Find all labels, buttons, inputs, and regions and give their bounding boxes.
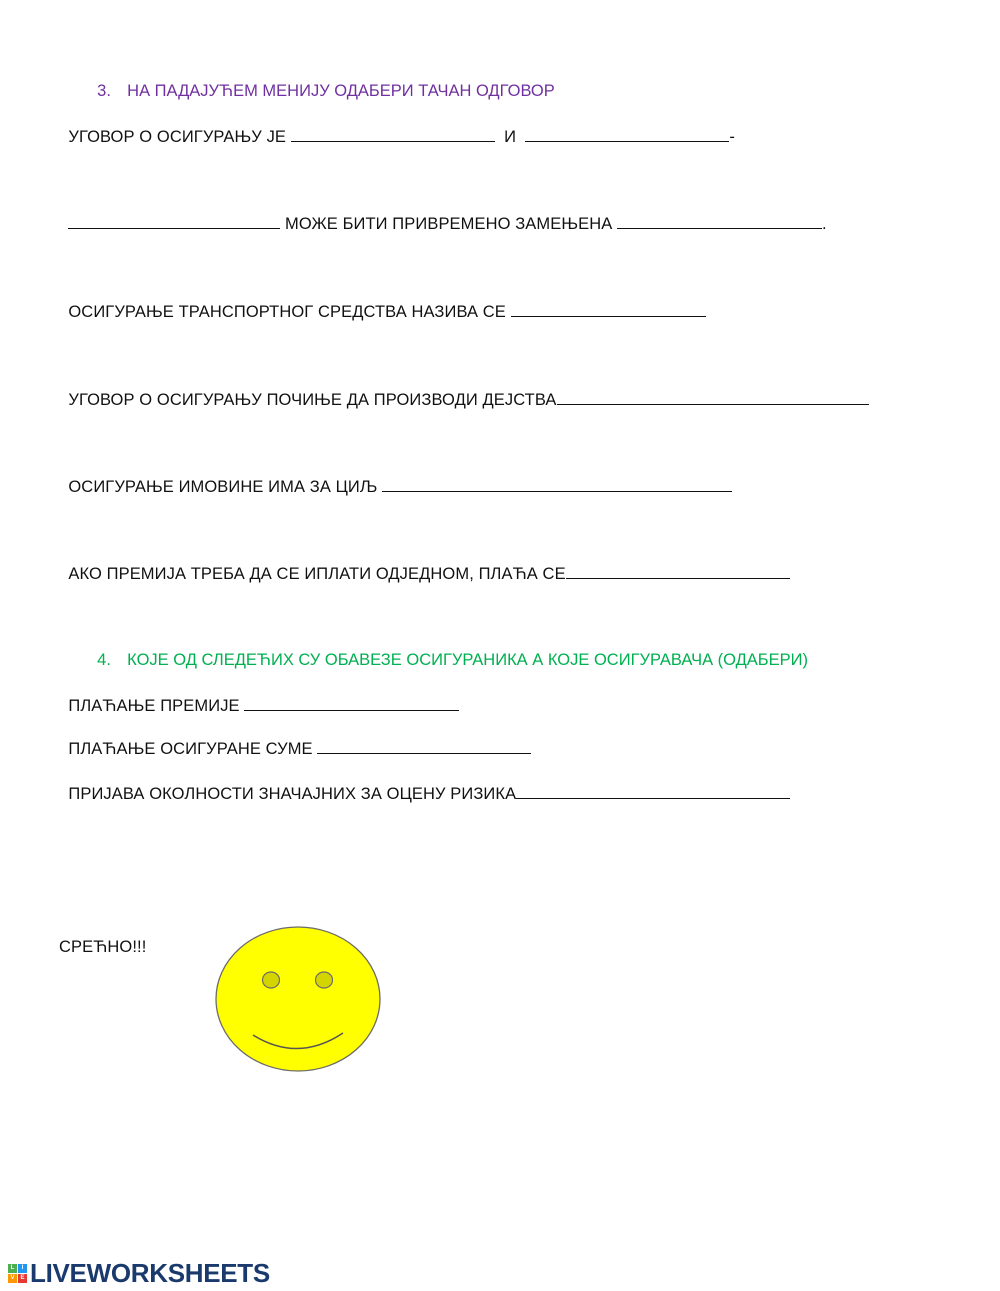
question-4-text: УГОВОР О ОСИГУРАЊУ ПОЧИЊЕ ДА ПРОИЗВОДИ ДЕЈСТВА xyxy=(68,391,557,409)
question-5-text: ОСИГУРАЊЕ ИМОВИНЕ ИМА ЗА ЦИЉ xyxy=(68,478,383,496)
question-2-period: . xyxy=(822,215,827,233)
smiley-right-eye xyxy=(316,972,333,988)
answer-blank-5[interactable] xyxy=(382,476,732,492)
answer-blank-6[interactable] xyxy=(566,563,790,579)
answer-blank-2a[interactable] xyxy=(68,213,280,229)
section-3-title: НА ПАДАЈУЋЕМ МЕНИЈУ ОДАБЕРИ ТАЧАН ОДГОВОР xyxy=(127,82,555,100)
logo-blocks-icon: L I V E xyxy=(8,1264,27,1283)
closing-text: СРЕЋНО!!! xyxy=(59,938,147,956)
smiley-face xyxy=(216,927,380,1071)
question-line-5 xyxy=(59,456,732,497)
smiley-face-icon xyxy=(213,925,383,1073)
section-4-number: 4. xyxy=(97,651,111,669)
question-2-text: МОЖЕ БИТИ ПРИВРЕМЕНО ЗАМЕЊЕНА xyxy=(280,215,618,233)
obligation-line-1 xyxy=(59,675,459,716)
obligation-blank-3[interactable] xyxy=(516,783,790,799)
answer-blank-4[interactable] xyxy=(557,389,869,405)
section-3-number: 3. xyxy=(97,82,111,100)
obligation-3-text: ПРИЈАВА ОКОЛНОСТИ ЗНАЧАЈНИХ ЗА ОЦЕНУ РИЗИКА xyxy=(68,785,517,803)
liveworksheets-logo[interactable] xyxy=(8,1259,270,1287)
question-1-text: УГОВОР О ОСИГУРАЊУ ЈЕ xyxy=(68,128,291,146)
section-3-heading xyxy=(88,61,555,101)
answer-blank-1b[interactable] xyxy=(525,126,729,142)
obligation-line-2 xyxy=(59,718,531,759)
question-line-2 xyxy=(59,193,827,234)
obligation-blank-1[interactable] xyxy=(244,695,459,711)
question-line-1 xyxy=(59,106,735,147)
question-line-4 xyxy=(59,369,869,410)
obligation-line-3 xyxy=(59,763,790,804)
question-line-6 xyxy=(59,543,790,584)
question-line-3 xyxy=(59,281,706,322)
section-4-heading xyxy=(88,630,808,670)
question-3-text: ОСИГУРАЊЕ ТРАНСПОРТНОГ СРЕДСТВА НАЗИВА СЕ xyxy=(68,303,511,321)
logo-text: LIVEWORKSHEETS xyxy=(30,1258,270,1288)
obligation-blank-2[interactable] xyxy=(317,738,531,754)
question-6-text: АКО ПРЕМИЈА ТРЕБА ДА СЕ ИПЛАТИ ОДЈЕДНОМ, ПЛАЋА СЕ xyxy=(68,565,566,583)
question-1-conjunction: И xyxy=(494,128,526,146)
answer-blank-2b[interactable] xyxy=(617,213,822,229)
answer-blank-3[interactable] xyxy=(511,301,706,317)
question-1-dash: - xyxy=(729,128,736,146)
smiley-left-eye xyxy=(263,972,280,988)
obligation-2-text: ПЛАЋАЊЕ ОСИГУРАНЕ СУМЕ xyxy=(68,740,318,758)
section-4-title: КОЈЕ ОД СЛЕДЕЋИХ СУ ОБАВЕЗЕ ОСИГУРАНИКА А КОЈЕ ОСИГУРАВАЧА (ОДАБЕРИ) xyxy=(127,651,808,669)
answer-blank-1a[interactable] xyxy=(291,126,495,142)
obligation-1-text: ПЛАЋАЊЕ ПРЕМИЈЕ xyxy=(68,697,245,715)
